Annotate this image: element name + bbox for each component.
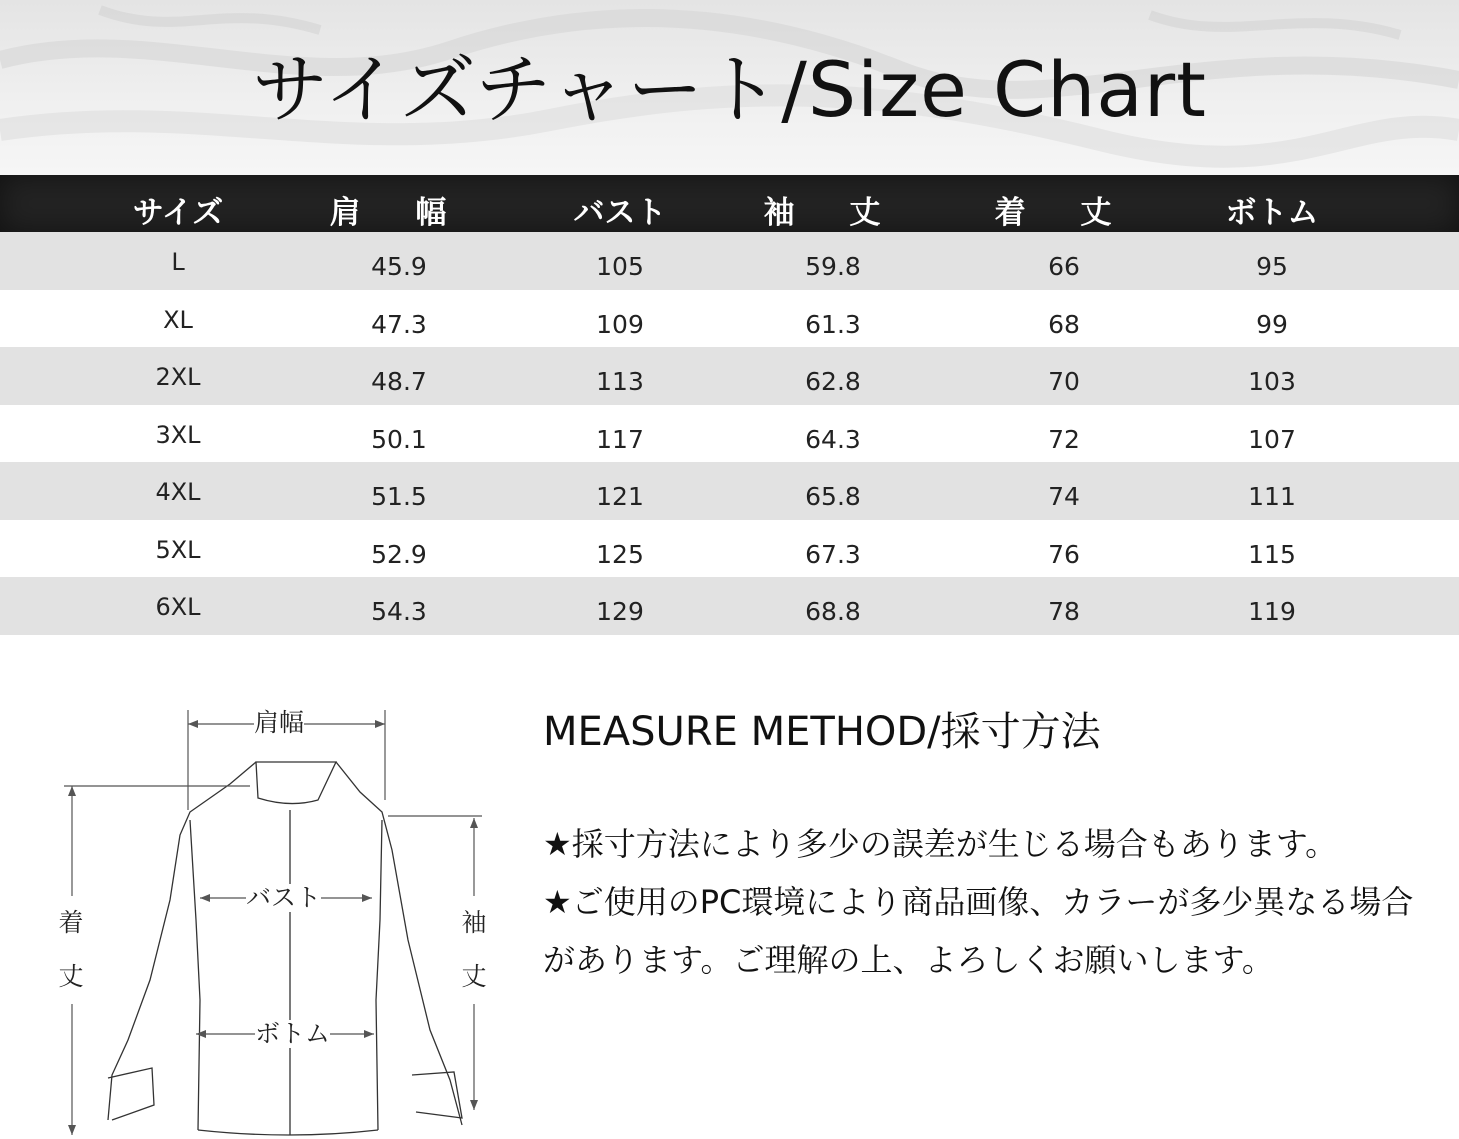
measure-notes [543, 815, 1433, 989]
note-line: ★ご使用のPC環境により商品画像、カラーが多少異なる場合 [543, 883, 1414, 921]
column-header-shoulder: 肩 幅 [329, 195, 469, 231]
length-cell: 76 [1048, 539, 1080, 569]
column-header-bust: バスト [573, 195, 667, 231]
sleeve-cell: 61.3 [805, 309, 861, 339]
table-row [0, 290, 1459, 348]
bust-cell: 109 [596, 309, 644, 339]
length-cell: 66 [1048, 252, 1080, 281]
sleeve-cell: 68.8 [805, 597, 861, 626]
measurement-diagram [50, 700, 510, 1139]
shoulder-cell: 45.9 [371, 252, 427, 281]
bottom-cell: 99 [1256, 309, 1288, 339]
length-cell: 68 [1048, 309, 1080, 339]
title-banner [0, 0, 1459, 175]
shoulder-cell: 54.3 [371, 597, 427, 626]
shoulder-cell: 48.7 [371, 367, 427, 396]
table-row [0, 462, 1459, 520]
table-header-row [0, 175, 1459, 232]
length-cell: 72 [1048, 424, 1080, 454]
size-cell: 3XL [155, 420, 201, 449]
bust-cell: 121 [596, 482, 644, 511]
bottom-cell: 119 [1248, 597, 1296, 626]
page-title: サイズチャート/Size Chart [252, 45, 1207, 134]
bust-cell: 125 [596, 539, 644, 569]
sleeve-cell: 62.8 [805, 367, 861, 396]
length-cell: 78 [1048, 597, 1080, 626]
bust-label: バスト [246, 883, 322, 912]
length-cell: 70 [1048, 367, 1080, 396]
column-header-sleeve: 袖 丈 [763, 195, 903, 231]
size-cell: 2XL [155, 363, 201, 391]
sleeve-cell: 64.3 [805, 424, 861, 454]
bust-cell: 117 [596, 424, 644, 454]
bottom-cell: 107 [1248, 424, 1296, 454]
sleeve-cell: 67.3 [805, 539, 861, 569]
note-line: ★採寸方法により多少の誤差が生じる場合もあります。 [543, 825, 1338, 863]
bottom-cell: 103 [1248, 367, 1296, 396]
bottom-cell: 111 [1248, 482, 1296, 511]
bottom-cell: 115 [1248, 539, 1296, 569]
table-row [0, 577, 1459, 635]
size-cell: 5XL [155, 535, 201, 564]
size-cell: XL [163, 305, 193, 334]
table-row [0, 232, 1459, 290]
table-row [0, 405, 1459, 463]
sleeve-label-bottom: 丈 [459, 950, 489, 1004]
jacket-outline-icon [50, 700, 510, 1139]
length-label-top: 着 [56, 896, 86, 950]
column-header-length: 着 丈 [994, 195, 1134, 231]
length-cell: 74 [1048, 482, 1080, 511]
shoulder-cell: 50.1 [371, 424, 427, 454]
column-header-size: サイズ [132, 195, 224, 231]
length-label-bottom: 丈 [56, 950, 86, 1004]
shoulder-cell: 52.9 [371, 539, 427, 569]
size-cell: 6XL [155, 593, 201, 621]
table-row [0, 520, 1459, 578]
sleeve-cell: 59.8 [805, 252, 861, 281]
column-header-bottom: ボトム [1225, 195, 1319, 231]
bust-cell: 129 [596, 597, 644, 626]
size-cell: 4XL [155, 478, 201, 506]
shoulder-label: 肩幅 [254, 708, 305, 737]
table-row [0, 347, 1459, 405]
bust-cell: 113 [596, 367, 644, 396]
measure-method-title: MEASURE METHOD/採寸方法 [543, 709, 1101, 755]
sleeve-cell: 65.8 [805, 482, 861, 511]
bottom-label: ボトム [255, 1019, 331, 1048]
bust-cell: 105 [596, 252, 644, 281]
sleeve-label-top: 袖 [459, 896, 489, 950]
size-cell: L [171, 248, 185, 276]
shoulder-cell: 47.3 [371, 309, 427, 339]
size-table [0, 175, 1459, 635]
shoulder-cell: 51.5 [371, 482, 427, 511]
note-line: があります。ご理解の上、よろしくお願いします。 [543, 941, 1274, 979]
bottom-cell: 95 [1256, 252, 1288, 281]
